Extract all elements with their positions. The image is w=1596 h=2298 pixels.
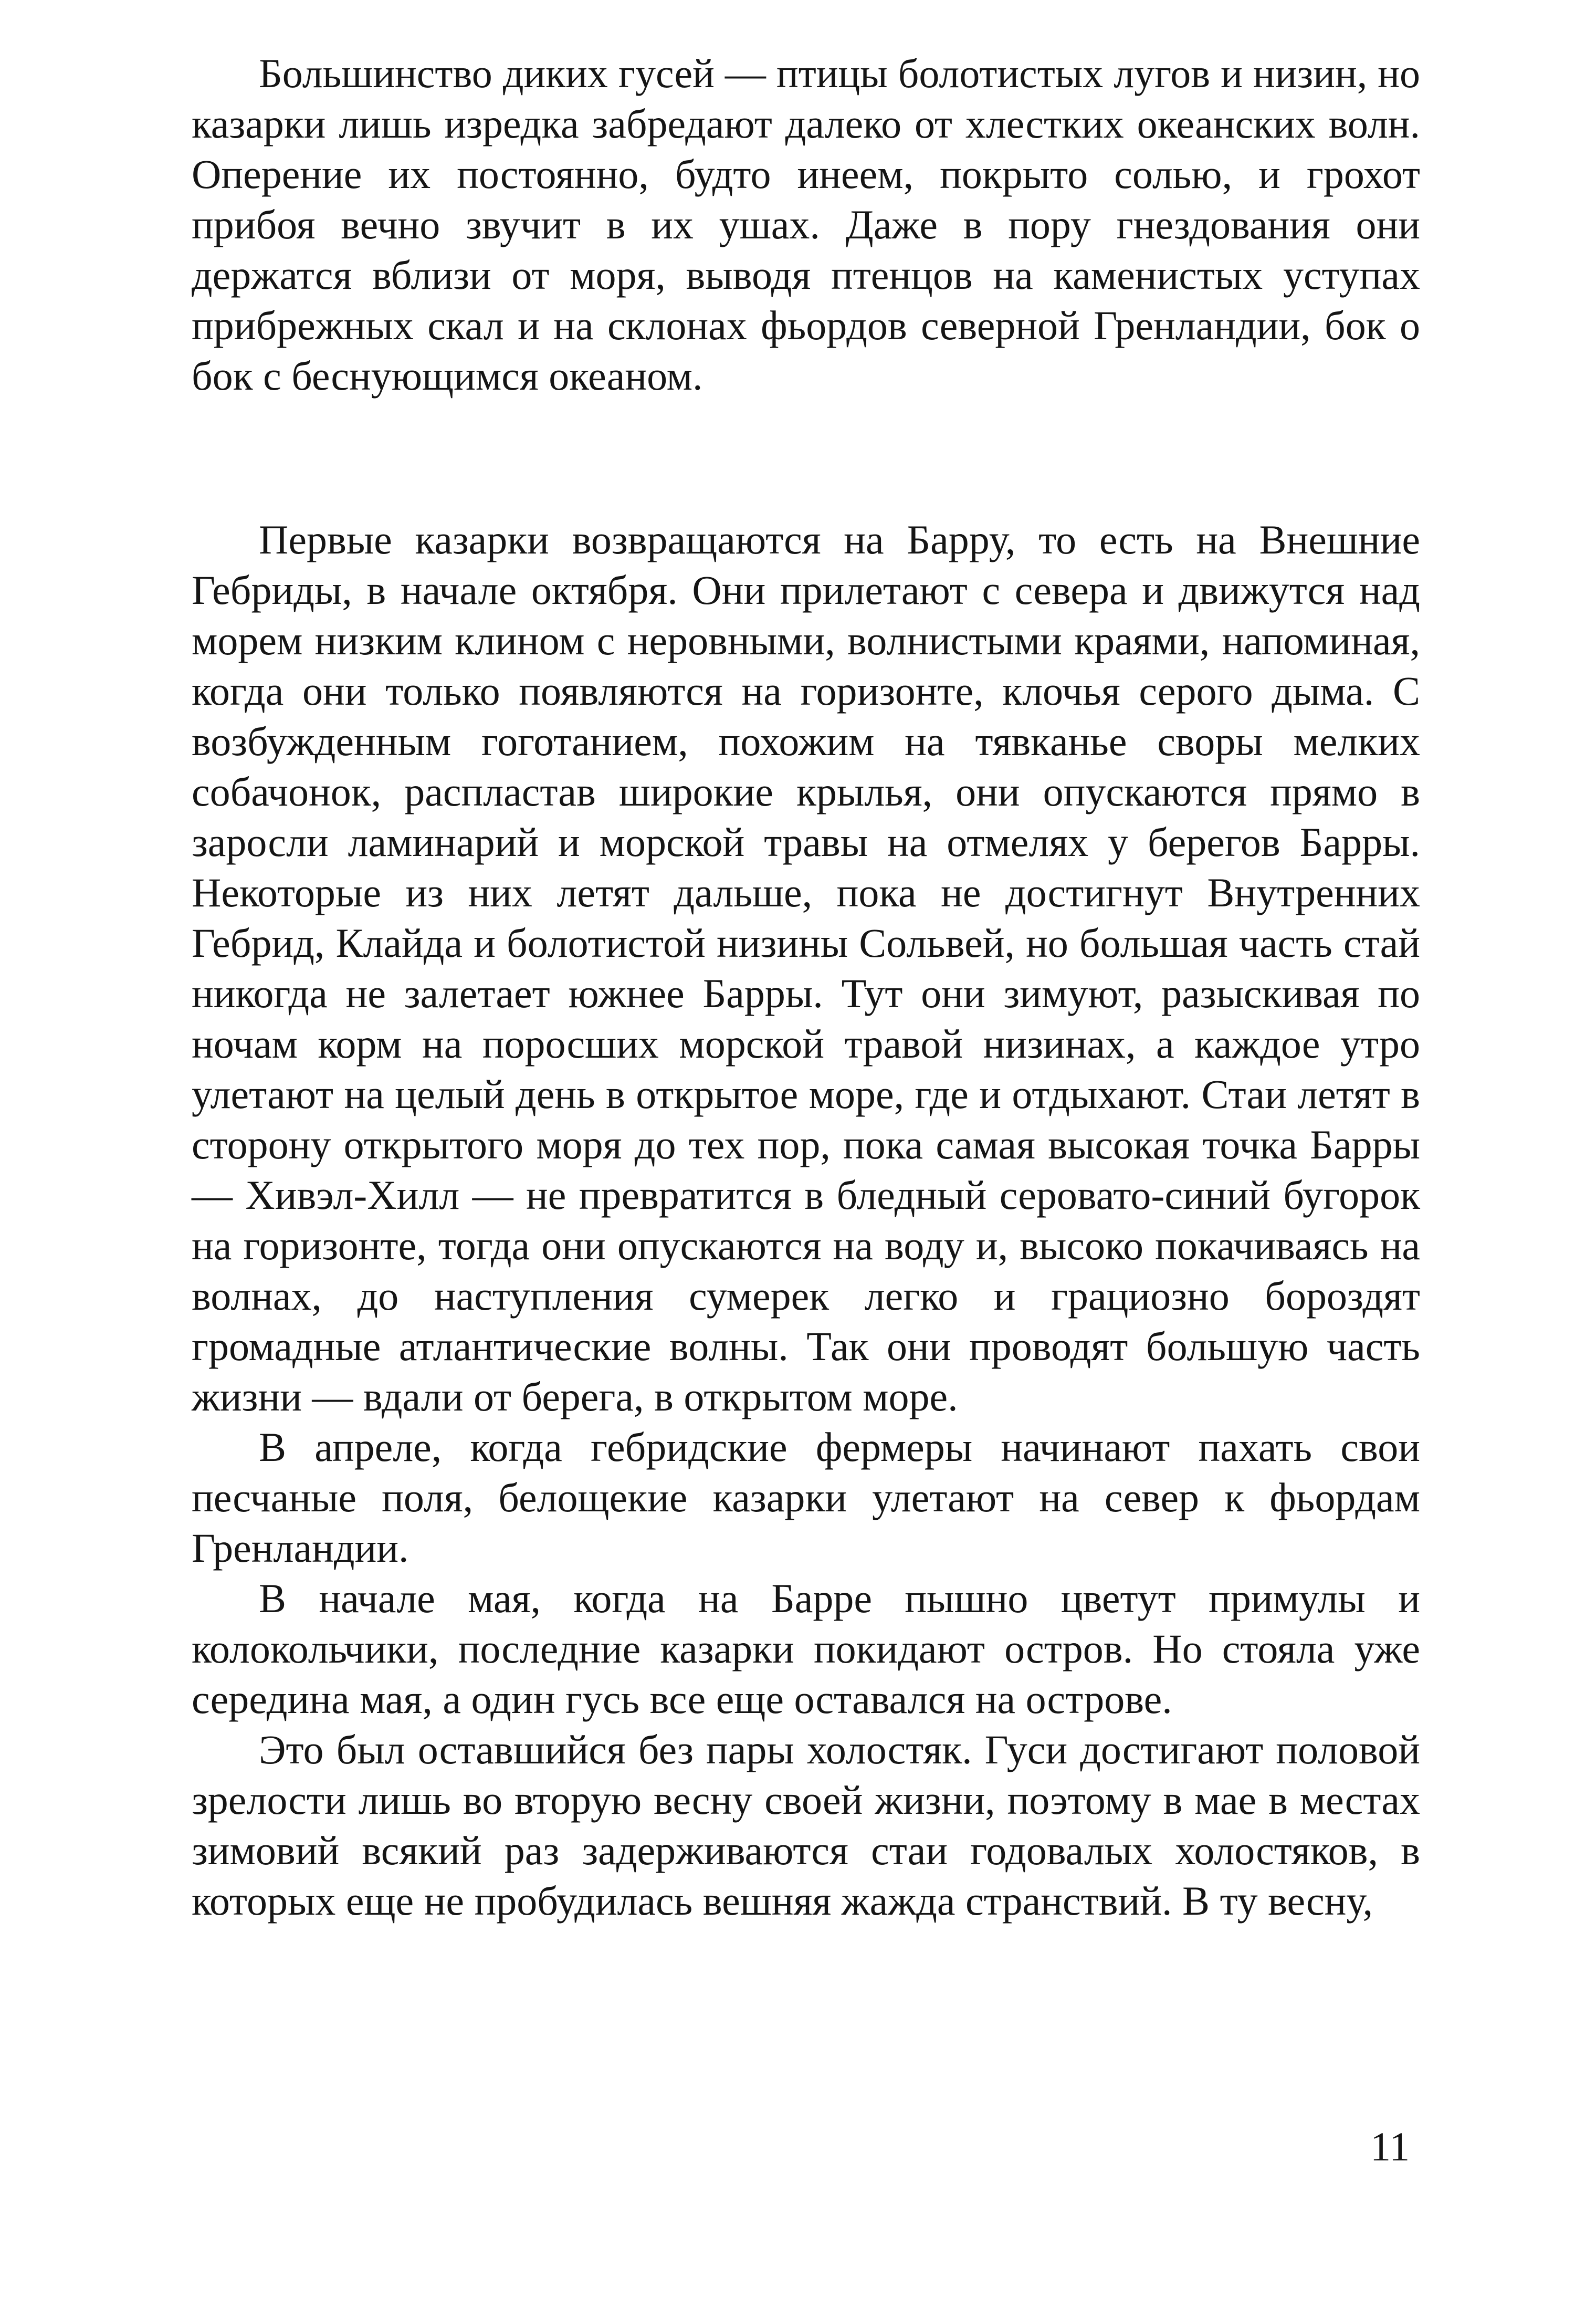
text-block-intro <box>192 48 1420 401</box>
page-number: 11 <box>1370 2124 1410 2169</box>
text-block-main <box>192 515 1420 1926</box>
paragraph: Первые казарки возвращаются на Барру, то есть на Внешние Гебриды, в начале октября. Они прилетают с севера и движутся над морем низким клином с неровными, волнистыми краями, напоминая, когда они только появляются на горизонте, клочья серого дыма. С возбужденным гоготанием, похожим на тявканье своры мелких собачонок, распластав широкие крылья, они опускаются прямо в заросли ламинарий и морской травы на отмелях у берегов Барры. Некоторые из них летят дальше, пока не достигнут Внутренних Гебрид, Клайда и болотистой низины Сольвей, но большая часть стай никогда не залетает южнее Барры. Тут они зимуют, разыскивая по ночам корм на поросших морской травой низинах, а каждое утро улетают на целый день в открытое море, где и отдыхают. Стаи летят в сторону открытого моря до тех пор, пока самая высокая точка Барры — Хивэл-Хилл — не превратится в бледный серовато-синий бугорок на горизонте, тогда они опускаются на воду и, высоко покачиваясь на волнах, до наступления сумерек легко и грациозно бороздят громадные атлантические волны. Так они проводят большую часть жизни — вдали от берега, в открытом море. <box>192 517 1420 1419</box>
paragraph: В начале мая, когда на Барре пышно цветут примулы и колокольчики, последние казарки покидают остров. Но стояла уже середина мая, а один гусь все еще оставался на острове. <box>192 1575 1420 1722</box>
paragraph: Большинство диких гусей — птицы болотистых лугов и низин, но казарки лишь изредка забредают далеко от хлестких океанских волн. Оперение их постоянно, будто инеем, покрыто солью, и грохот прибоя вечно звучит в их ушах. Даже в пору гнездования они держатся вблизи от моря, выводя птенцов на каменистых уступах прибрежных скал и на склонах фьордов северной Гренландии, бок о бок с беснующимся океаном. <box>192 50 1420 399</box>
paragraph: В апреле, когда гебридские фермеры начинают пахать свои песчаные поля, белощекие казарки улетают на север к фьордам Гренландии. <box>192 1424 1420 1571</box>
paragraph: Это был оставшийся без пары холостяк. Гуси достигают половой зрелости лишь во вторую весну своей жизни, поэтому в мае в местах зимовий всякий раз задерживаются стаи годовалых холостяков, в которых еще не пробудилась вешняя жажда странствий. В ту весну, <box>192 1727 1420 1924</box>
